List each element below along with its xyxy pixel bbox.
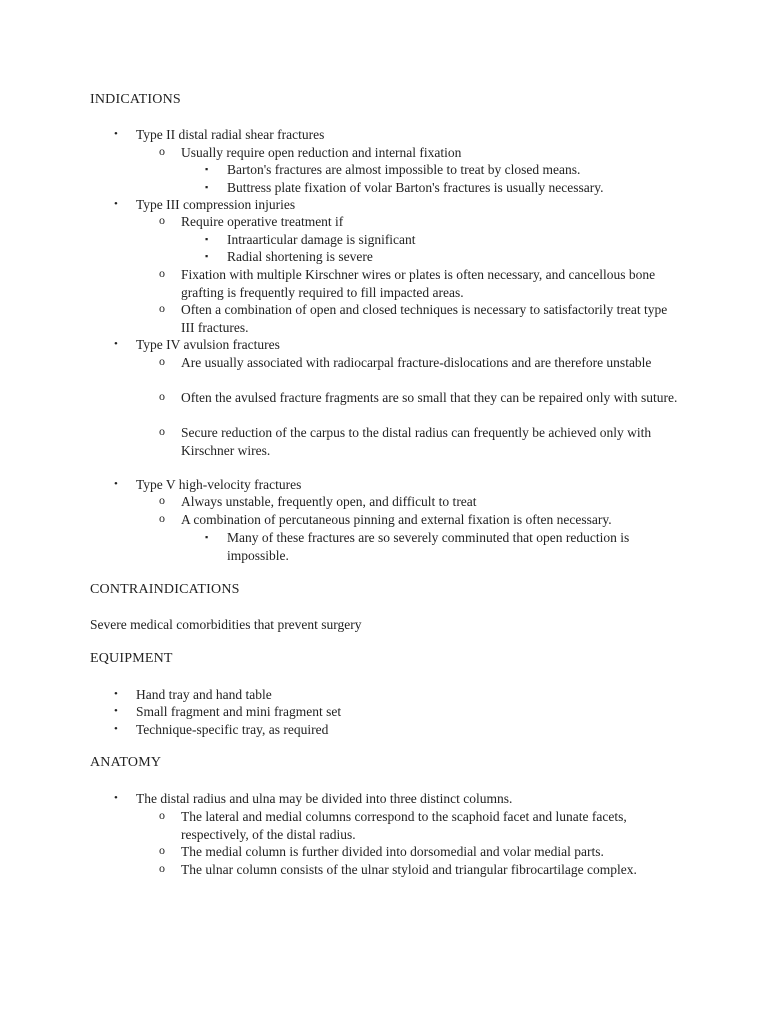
circle-bullet-icon: o	[159, 213, 165, 227]
circle-bullet-icon: o	[159, 808, 165, 822]
bullet-icon: •	[114, 338, 118, 350]
contraindications-text: Severe medical comorbidities that prevent surgery	[90, 617, 362, 632]
list-item: ▪ Many of these fractures are so severely comminuted that open reduction is impossible.	[205, 530, 630, 563]
list-item: ▪ Buttress plate fixation of volar Barton's fractures is usually necessary.	[205, 180, 604, 195]
list-item: • Technique-specific tray, as required	[114, 722, 329, 737]
list-item: • Small fragment and mini fragment set	[114, 704, 342, 719]
list-item: • Type V high-velocity fractures	[114, 477, 302, 492]
bullet-icon: •	[114, 198, 118, 210]
list-item: o The medial column is further divided into dorsomedial and volar medial parts.	[159, 843, 604, 859]
list-item: o Secure reduction of the carpus to the distal radius can frequently be achieved only with Kirschner wires.	[159, 424, 652, 458]
list-item: o Always unstable, frequently open, and difficult to treat	[159, 493, 477, 509]
circle-bullet-icon: o	[159, 511, 165, 525]
bullet-icon: •	[114, 688, 118, 700]
circle-bullet-icon: o	[159, 493, 165, 507]
square-bullet-icon: ▪	[205, 164, 209, 174]
equipment-heading: EQUIPMENT	[90, 651, 173, 666]
list-item: o The lateral and medial columns correspond to the scaphoid facet and lunate facets, respectively, of the distal radius.	[159, 808, 627, 842]
circle-bullet-icon: o	[159, 843, 165, 857]
list-item: ▪ Radial shortening is severe	[205, 249, 373, 264]
list-item: o Fixation with multiple Kirschner wires or plates is often necessary, and cancellous bone grafting is frequently required to fill impacted areas.	[159, 266, 656, 300]
circle-bullet-icon: o	[159, 144, 165, 158]
bullet-icon: •	[114, 478, 118, 490]
list-item: o A combination of percutaneous pinning and external fixation is often necessary.	[159, 511, 612, 527]
list-item: • Hand tray and hand table	[114, 687, 272, 702]
list-item: o Often a combination of open and closed techniques is necessary to satisfactorily treat type III fractures.	[159, 301, 668, 335]
contraindications-heading: CONTRAINDICATIONS	[90, 582, 240, 597]
list-item: o Are usually associated with radiocarpal fracture-dislocations and are therefore unstable	[159, 354, 652, 370]
circle-bullet-icon: o	[159, 266, 165, 280]
indications-heading: INDICATIONS	[90, 92, 181, 107]
list-item: ▪ Intraarticular damage is significant	[205, 232, 416, 247]
square-bullet-icon: ▪	[205, 234, 209, 244]
bullet-icon: •	[114, 723, 118, 735]
anatomy-heading: ANATOMY	[90, 755, 162, 770]
bullet-icon: •	[114, 792, 118, 804]
list-item: • Type IV avulsion fractures	[114, 337, 280, 352]
list-item: o Require operative treatment if	[159, 213, 344, 229]
square-bullet-icon: ▪	[205, 182, 209, 192]
list-item: • Type III compression injuries	[114, 197, 296, 212]
bullet-icon: •	[114, 705, 118, 717]
circle-bullet-icon: o	[159, 354, 165, 368]
list-item: o The ulnar column consists of the ulnar styloid and triangular fibrocartilage complex.	[159, 861, 637, 877]
circle-bullet-icon: o	[159, 389, 165, 403]
list-item: • The distal radius and ulna may be divided into three distinct columns.	[114, 791, 513, 806]
circle-bullet-icon: o	[159, 301, 165, 315]
list-item: o Often the avulsed fracture fragments are so small that they can be repaired only with suture.	[159, 389, 678, 405]
square-bullet-icon: ▪	[205, 532, 209, 542]
square-bullet-icon: ▪	[205, 251, 209, 261]
circle-bullet-icon: o	[159, 861, 165, 875]
list-item: • Type II distal radial shear fractures	[114, 127, 325, 142]
circle-bullet-icon: o	[159, 424, 165, 438]
list-item: o Usually require open reduction and internal fixation	[159, 144, 462, 160]
bullet-icon: •	[114, 128, 118, 140]
list-item: ▪ Barton's fractures are almost impossible to treat by closed means.	[205, 162, 581, 177]
